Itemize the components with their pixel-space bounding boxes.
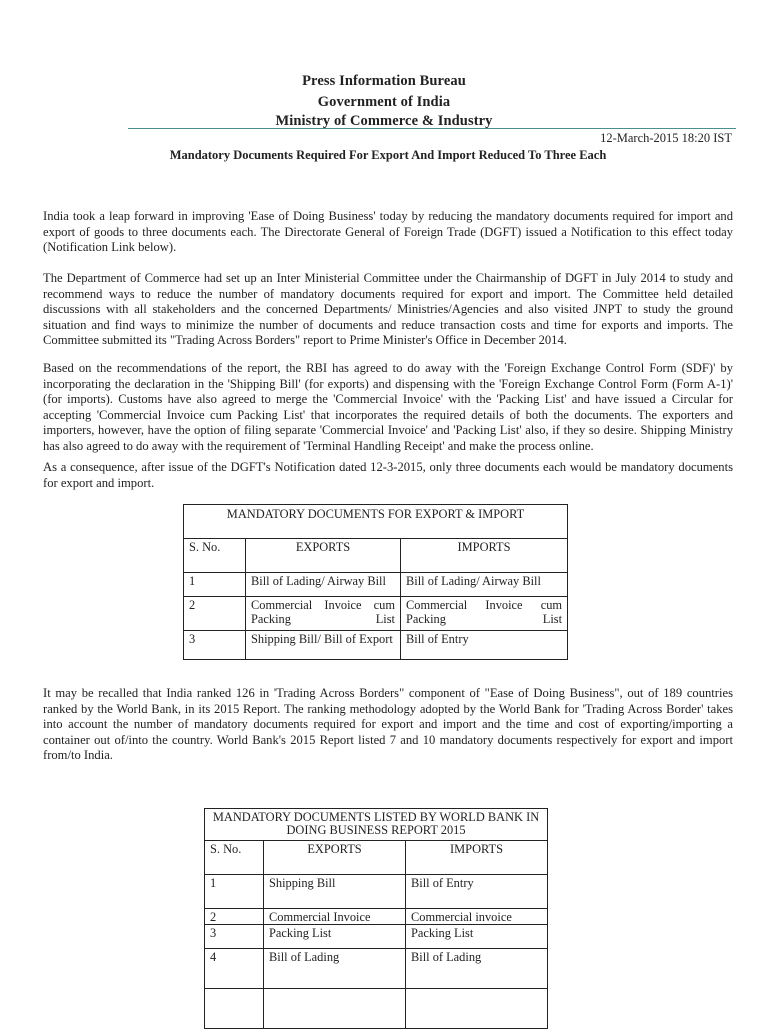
table-mandatory-documents: [183, 504, 568, 660]
cell-import: Commercial Invoice cum Packing List: [401, 597, 568, 631]
cell-import: Bill of Lading: [406, 949, 548, 989]
cell-sno: 1: [184, 573, 246, 597]
paragraph-1: India took a leap forward in improving 'Ease of Doing Business' today by reducing the mandatory documents required for import and export of goods to three documents each. The Directorate General of Foreign Trade (DGFT) issued a Notification to this effect today (Notification Link below).: [43, 209, 733, 255]
table-row: [205, 949, 548, 989]
cell-export: Commercial Invoice cum Packing List: [246, 597, 401, 631]
cell-sno: 3: [184, 631, 246, 660]
column-header-sno: S. No.: [205, 841, 264, 875]
column-header-imports: IMPORTS: [406, 841, 548, 875]
header-rule: [128, 128, 736, 129]
cell-import: Bill of Lading/ Airway Bill: [401, 573, 568, 597]
cell-sno: 2: [184, 597, 246, 631]
cell-sno: 4: [205, 949, 264, 989]
header-ministry: Ministry of Commerce & Industry: [275, 113, 493, 129]
cell-import: Bill of Entry: [406, 875, 548, 909]
paragraph-3: Based on the recommendations of the report, the RBI has agreed to do away with the 'Foreign Exchange Control Form (SDF)' by incorporating the declaration in the 'Shipping Bill' (for exports) and dispensing with the 'Foreign Exchange Control Form (Form A-1)' (for imports). Customs have also agreed to merge the 'Commercial Invoice' with the 'Packing List' and have issued a Circular for accepting 'Commercial Invoice cum Packing List' that incorporates the required details of both the documents. The exporters and importers, however, have the option of filing separate 'Commercial Invoice' and 'Packing List' also, if they so desire. Shipping Ministry has also agreed to do away with the requirement of 'Terminal Handling Receipt' and make the process online.: [43, 361, 733, 453]
cell-sno: [205, 989, 264, 1029]
column-header-sno: S. No.: [184, 539, 246, 573]
table-row: [205, 925, 548, 949]
cell-export: Packing List: [264, 925, 406, 949]
column-header-imports: IMPORTS: [401, 539, 568, 573]
cell-export: Bill of Lading: [264, 949, 406, 989]
cell-export: Shipping Bill: [264, 875, 406, 909]
table-row: [205, 909, 548, 925]
table-row: [184, 573, 568, 597]
cell-sno: 3: [205, 925, 264, 949]
table-row: [205, 875, 548, 909]
paragraph-5: It may be recalled that India ranked 126 in 'Trading Across Borders" component of "Ease of Doing Business", out of 189 countries ranked by the World Bank, in its 2015 Report. The ranking methodology adopted by the World Bank for 'Trading Across Border' takes into account the number of mandatory documents required for export and import and the time and cost of exporting/importing a container out of/into the country. World Bank's 2015 Report listed 7 and 10 mandatory documents respectively for export and import from/to India.: [43, 686, 733, 763]
table-row: [205, 989, 548, 1029]
release-date: 12-March-2015 18:20 IST: [600, 131, 732, 145]
table-row: [184, 597, 568, 631]
header-government: Government of India: [317, 94, 451, 110]
table-world-bank-documents: [204, 808, 548, 1029]
cell-export: Commercial Invoice: [264, 909, 406, 925]
cell-import: Bill of Entry: [401, 631, 568, 660]
column-header-exports: EXPORTS: [264, 841, 406, 875]
cell-sno: 2: [205, 909, 264, 925]
cell-import: [406, 989, 548, 1029]
cell-import: Commercial invoice: [406, 909, 548, 925]
table-title: MANDATORY DOCUMENTS FOR EXPORT & IMPORT: [184, 505, 568, 539]
table-row: [184, 631, 568, 660]
cell-sno: 1: [205, 875, 264, 909]
cell-import: Packing List: [406, 925, 548, 949]
cell-export: [264, 989, 406, 1029]
paragraph-2: The Department of Commerce had set up an Inter Ministerial Committee under the Chairmanship of DGFT in July 2014 to study and recommend ways to reduce the number of mandatory documents required for export and import. The Committee held detailed discussions with all stakeholders and the concerned Departments/ Ministries/Agencies and also visited JNPT to study the ground situation and find ways to minimize the number of documents and reduce transaction costs and time for exports and imports. The Committee submitted its "Trading Across Borders" report to Prime Minister's Office in December 2014.: [43, 271, 733, 348]
cell-export: Shipping Bill/ Bill of Export: [246, 631, 401, 660]
cell-export: Bill of Lading/ Airway Bill: [246, 573, 401, 597]
column-header-exports: EXPORTS: [246, 539, 401, 573]
header-bureau: Press Information Bureau: [302, 73, 466, 89]
paragraph-4: As a consequence, after issue of the DGFT's Notification dated 12-3-2015, only three documents each would be mandatory documents for export and import.: [43, 460, 733, 490]
release-title: Mandatory Documents Required For Export And Import Reduced To Three Each: [169, 148, 607, 162]
table-title: MANDATORY DOCUMENTS LISTED BY WORLD BANK IN DOING BUSINESS REPORT 2015: [205, 809, 548, 841]
